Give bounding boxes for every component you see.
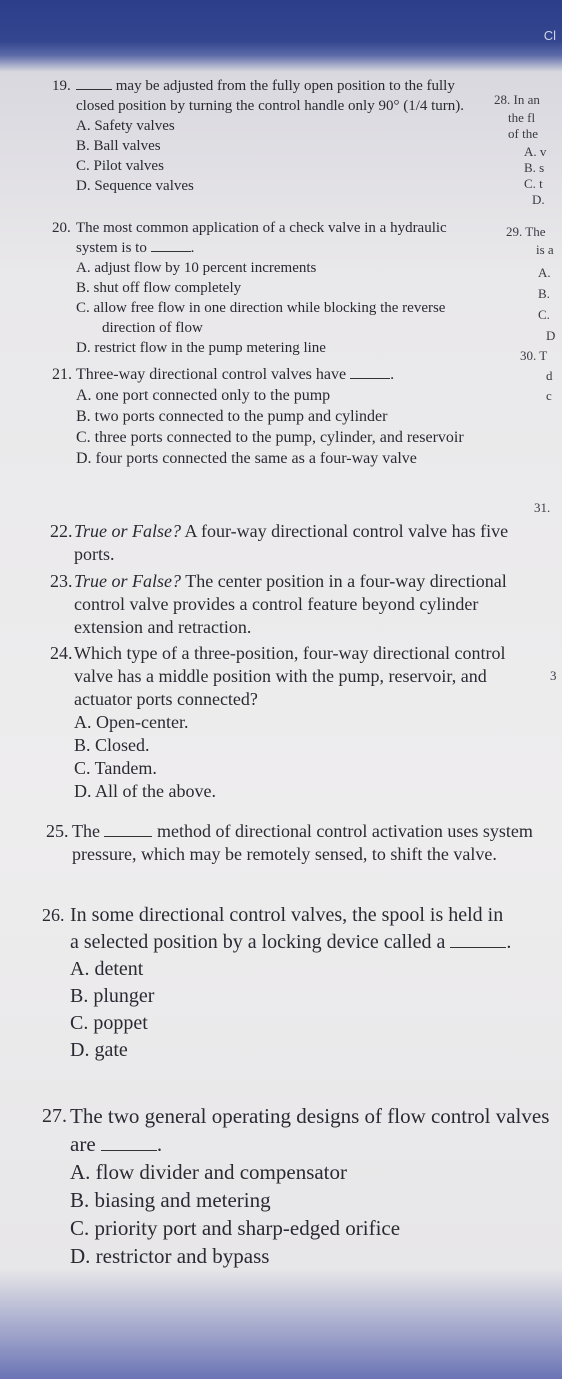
question-number: 20. bbox=[52, 220, 71, 236]
q30-line: c bbox=[546, 388, 552, 403]
right-column-text bbox=[494, 92, 562, 108]
right-column-text bbox=[546, 366, 562, 406]
question-stem: may be adjusted from the fully open position to the fully closed position by turning the control handle only 90° (1/4 turn). bbox=[76, 78, 465, 114]
question-22 bbox=[50, 520, 510, 566]
option-b: B. biasing and metering bbox=[70, 1188, 271, 1212]
q28-option: A. v bbox=[524, 144, 547, 159]
option-c: C. allow free flow in one direction while blocking the reverse direction of flow bbox=[76, 300, 446, 336]
q29-line: 29. The bbox=[506, 224, 546, 239]
question-21 bbox=[52, 364, 482, 469]
option-a: A. adjust flow by 10 percent increments bbox=[76, 260, 317, 276]
option-c: C. poppet bbox=[70, 1012, 148, 1034]
question-25 bbox=[46, 820, 536, 866]
option-c: C. Pilot valves bbox=[76, 158, 164, 174]
question-stem: In some directional control valves, the spool is held in a selected position by a locking device called a . bbox=[70, 904, 512, 953]
question-19 bbox=[52, 76, 472, 196]
question-stem: The two general operating designs of flow control valves are . bbox=[70, 1104, 550, 1156]
option-d: D. four ports connected the same as a four-way valve bbox=[76, 450, 417, 467]
answer-blank[interactable] bbox=[104, 836, 152, 837]
right-column-text bbox=[520, 348, 562, 364]
question-26 bbox=[42, 902, 512, 1064]
option-a: A. one port connected only to the pump bbox=[76, 387, 331, 404]
q28-option: B. s bbox=[524, 160, 545, 175]
q29-option: C. bbox=[538, 307, 550, 322]
option-d: D. restrictor and bypass bbox=[70, 1244, 270, 1268]
option-d: D. restrict flow in the pump metering line bbox=[76, 340, 326, 356]
right-column-text bbox=[536, 242, 562, 258]
question-number: 27. bbox=[42, 1105, 67, 1127]
option-d: D. All of the above. bbox=[74, 781, 216, 801]
right-column-text bbox=[550, 668, 562, 684]
true-false-label: True or False? bbox=[74, 571, 182, 591]
question-stem: The most common application of a check valve in a hydraulic system is to . bbox=[76, 220, 447, 256]
option-b: B. plunger bbox=[70, 985, 155, 1007]
question-stem: Three-way directional control valves have . bbox=[76, 366, 395, 383]
right-column-text bbox=[538, 262, 562, 346]
answer-blank[interactable] bbox=[350, 378, 390, 379]
worksheet-page bbox=[0, 62, 562, 1362]
right-column-text bbox=[534, 500, 562, 516]
q28-option: C. t bbox=[524, 176, 543, 191]
q28-option: D. bbox=[532, 192, 545, 207]
question-stem: The method of directional control activation uses system pressure, which may be remotely sensed, to shift the valve. bbox=[72, 821, 533, 864]
option-a: A. detent bbox=[70, 958, 144, 980]
option-d: D. Sequence valves bbox=[76, 178, 194, 194]
q28-line: the fl bbox=[508, 110, 536, 125]
q31-number: 31. bbox=[534, 500, 551, 515]
option-c: C. three ports connected to the pump, cylinder, and reservoir bbox=[76, 429, 464, 446]
question-stem: True or False? The center position in a four-way directional control valve provides a control feature beyond cylinder extension and retraction. bbox=[74, 571, 507, 637]
answer-blank[interactable] bbox=[151, 251, 191, 252]
q29-line: is a bbox=[536, 242, 554, 257]
q28-line: 28. In an bbox=[494, 92, 540, 107]
option-a: A. Open-center. bbox=[74, 712, 189, 732]
question-stem: Which type of a three-position, four-way directional control valve has a middle position with the pump, reservoir, and actuator ports connected? bbox=[74, 643, 506, 709]
answer-blank[interactable] bbox=[76, 89, 112, 90]
option-a: A. flow divider and compensator bbox=[70, 1160, 348, 1184]
option-c: C. priority port and sharp-edged orifice bbox=[70, 1216, 401, 1240]
q29-option: D bbox=[546, 328, 556, 343]
option-c: C. Tandem. bbox=[74, 758, 157, 778]
right-column-text bbox=[506, 224, 562, 240]
question-23 bbox=[50, 570, 510, 639]
q29-option: A. bbox=[538, 265, 551, 280]
question-number: 23. bbox=[50, 571, 73, 591]
question-number: 26. bbox=[42, 905, 65, 925]
option-b: B. two ports connected to the pump and cylinder bbox=[76, 408, 388, 425]
q31-fragment: 3 bbox=[550, 668, 557, 683]
q29-option: B. bbox=[538, 286, 550, 301]
option-d: D. gate bbox=[70, 1039, 128, 1061]
option-b: B. Ball valves bbox=[76, 138, 161, 154]
question-stem: True or False? A four-way directional control valve has five ports. bbox=[74, 521, 509, 564]
question-24 bbox=[50, 642, 510, 803]
q30-line: 30. T bbox=[520, 348, 548, 363]
right-column-text bbox=[508, 110, 562, 142]
question-number: 24. bbox=[50, 643, 73, 663]
question-number: 21. bbox=[52, 366, 72, 383]
answer-blank[interactable] bbox=[450, 947, 506, 948]
question-number: 25. bbox=[46, 821, 69, 841]
q30-line: d bbox=[546, 368, 553, 383]
q28-line: of the bbox=[508, 126, 538, 141]
option-b: B. Closed. bbox=[74, 735, 150, 755]
corner-text: Cl bbox=[543, 28, 556, 43]
answer-blank[interactable] bbox=[101, 1150, 157, 1151]
question-number: 22. bbox=[50, 521, 73, 541]
question-27 bbox=[42, 1102, 557, 1270]
question-20 bbox=[52, 218, 472, 358]
right-column-text bbox=[524, 144, 562, 208]
true-false-label: True or False? bbox=[74, 521, 182, 541]
option-a: A. Safety valves bbox=[76, 118, 175, 134]
question-number: 19. bbox=[52, 78, 71, 94]
option-b: B. shut off flow completely bbox=[76, 280, 242, 296]
